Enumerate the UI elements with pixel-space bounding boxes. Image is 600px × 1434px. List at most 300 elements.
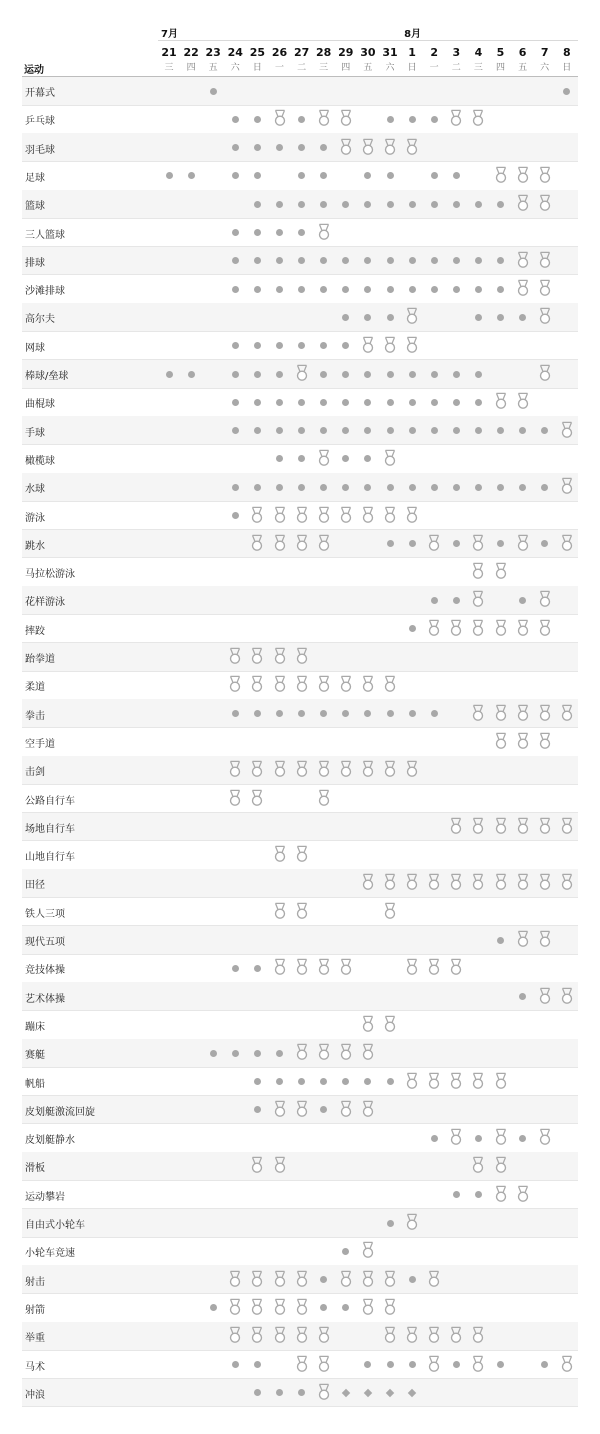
medal-icon[interactable] <box>492 166 510 184</box>
event-dot[interactable] <box>409 625 416 632</box>
medal-icon[interactable] <box>381 1015 399 1033</box>
event-dot[interactable] <box>387 286 394 293</box>
event-dot[interactable] <box>254 286 261 293</box>
event-dot[interactable] <box>232 427 239 434</box>
medal-icon[interactable] <box>492 1185 510 1203</box>
sport-name[interactable]: 皮划艇静水 <box>25 1135 75 1147</box>
medal-icon[interactable] <box>381 902 399 920</box>
event-dot[interactable] <box>210 1050 217 1057</box>
event-dot[interactable] <box>409 399 416 406</box>
event-dot[interactable] <box>232 229 239 236</box>
medal-icon[interactable] <box>359 760 377 778</box>
medal-icon[interactable] <box>514 930 532 948</box>
event-dot[interactable] <box>276 286 283 293</box>
event-dot[interactable] <box>276 399 283 406</box>
medal-icon[interactable] <box>514 732 532 750</box>
event-dot[interactable] <box>387 1361 394 1368</box>
sport-name[interactable]: 自由式小轮车 <box>25 1220 85 1231</box>
medal-icon[interactable] <box>492 1156 510 1174</box>
event-dot[interactable] <box>475 286 482 293</box>
medal-icon[interactable] <box>293 1270 311 1288</box>
sport-name[interactable]: 小轮车竞速 <box>25 1248 75 1260</box>
sport-name[interactable]: 冲浪 <box>25 1389 45 1401</box>
medal-icon[interactable] <box>558 704 576 722</box>
event-dot[interactable] <box>431 257 438 264</box>
medal-icon[interactable] <box>403 873 421 891</box>
medal-icon[interactable] <box>293 1355 311 1373</box>
medal-icon[interactable] <box>315 760 333 778</box>
event-dot[interactable] <box>188 371 195 378</box>
sport-name[interactable]: 羽毛球 <box>25 144 55 156</box>
event-dot[interactable] <box>232 286 239 293</box>
medal-icon[interactable] <box>315 1383 333 1401</box>
medal-icon[interactable] <box>337 506 355 524</box>
medal-icon[interactable] <box>248 1298 266 1316</box>
event-dot[interactable] <box>298 286 305 293</box>
medal-icon[interactable] <box>403 1326 421 1344</box>
sport-name[interactable]: 滑板 <box>25 1163 45 1175</box>
medal-icon[interactable] <box>315 789 333 807</box>
event-dot[interactable] <box>166 172 173 179</box>
sport-name[interactable]: 花样游泳 <box>25 597 65 609</box>
medal-icon[interactable] <box>315 449 333 467</box>
event-dot[interactable] <box>409 710 416 717</box>
event-dot[interactable] <box>453 1361 460 1368</box>
medal-icon[interactable] <box>271 534 289 552</box>
event-dot[interactable] <box>475 371 482 378</box>
medal-icon[interactable] <box>293 506 311 524</box>
event-dot[interactable] <box>320 371 327 378</box>
event-dot[interactable] <box>475 399 482 406</box>
medal-icon[interactable] <box>381 138 399 156</box>
event-dot[interactable] <box>409 540 416 547</box>
event-dot[interactable] <box>320 286 327 293</box>
event-dot[interactable] <box>387 540 394 547</box>
medal-icon[interactable] <box>536 251 554 269</box>
event-dot[interactable] <box>497 201 504 208</box>
event-dot[interactable] <box>232 484 239 491</box>
event-dot[interactable] <box>254 484 261 491</box>
medal-icon[interactable] <box>248 760 266 778</box>
medal-icon[interactable] <box>248 506 266 524</box>
event-dot[interactable] <box>409 427 416 434</box>
medal-icon[interactable] <box>381 873 399 891</box>
medal-icon[interactable] <box>381 675 399 693</box>
event-dot[interactable] <box>409 1361 416 1368</box>
event-dot[interactable] <box>387 371 394 378</box>
medal-icon[interactable] <box>536 704 554 722</box>
medal-icon[interactable] <box>293 902 311 920</box>
medal-icon[interactable] <box>337 1043 355 1061</box>
medal-icon[interactable] <box>381 506 399 524</box>
medal-icon[interactable] <box>271 675 289 693</box>
medal-icon[interactable] <box>514 817 532 835</box>
sport-name[interactable]: 公路自行车 <box>25 795 75 807</box>
event-dot[interactable] <box>453 399 460 406</box>
medal-icon[interactable] <box>447 1072 465 1090</box>
medal-icon[interactable] <box>425 873 443 891</box>
medal-icon[interactable] <box>359 1100 377 1118</box>
medal-icon[interactable] <box>536 166 554 184</box>
medal-icon[interactable] <box>271 1270 289 1288</box>
medal-icon[interactable] <box>315 534 333 552</box>
medal-icon[interactable] <box>226 675 244 693</box>
event-dot[interactable] <box>519 597 526 604</box>
event-dot[interactable] <box>497 286 504 293</box>
event-dot[interactable] <box>519 484 526 491</box>
medal-icon[interactable] <box>337 109 355 127</box>
sport-name[interactable]: 乒乓球 <box>25 116 55 128</box>
medal-icon[interactable] <box>447 817 465 835</box>
medal-icon[interactable] <box>337 760 355 778</box>
medal-icon[interactable] <box>447 1326 465 1344</box>
medal-icon[interactable] <box>514 704 532 722</box>
medal-icon[interactable] <box>492 817 510 835</box>
event-dot[interactable] <box>276 1050 283 1057</box>
medal-icon[interactable] <box>293 647 311 665</box>
medal-icon[interactable] <box>403 1072 421 1090</box>
medal-icon[interactable] <box>492 392 510 410</box>
event-dot[interactable] <box>342 201 349 208</box>
event-dot[interactable] <box>342 371 349 378</box>
sport-name[interactable]: 竞技体操 <box>25 965 65 977</box>
medal-icon[interactable] <box>359 1043 377 1061</box>
event-dot[interactable] <box>431 201 438 208</box>
medal-icon[interactable] <box>558 873 576 891</box>
event-dot[interactable] <box>276 229 283 236</box>
medal-icon[interactable] <box>514 1185 532 1203</box>
event-dot[interactable] <box>232 144 239 151</box>
event-dot[interactable] <box>276 201 283 208</box>
event-dot[interactable] <box>409 116 416 123</box>
medal-icon[interactable] <box>536 194 554 212</box>
medal-icon[interactable] <box>337 1270 355 1288</box>
event-dot[interactable] <box>188 172 195 179</box>
event-dot[interactable] <box>453 1191 460 1198</box>
medal-icon[interactable] <box>315 109 333 127</box>
medal-icon[interactable] <box>403 138 421 156</box>
medal-icon[interactable] <box>381 1298 399 1316</box>
sport-name[interactable]: 击剑 <box>25 767 45 779</box>
medal-icon[interactable] <box>359 506 377 524</box>
event-dot[interactable] <box>497 314 504 321</box>
medal-icon[interactable] <box>293 958 311 976</box>
medal-icon[interactable] <box>514 619 532 637</box>
sport-name[interactable]: 举重 <box>25 1333 45 1345</box>
medal-icon[interactable] <box>536 1128 554 1146</box>
event-dot[interactable] <box>453 597 460 604</box>
medal-icon[interactable] <box>403 307 421 325</box>
medal-icon[interactable] <box>514 166 532 184</box>
medal-icon[interactable] <box>469 534 487 552</box>
event-dot[interactable] <box>475 1135 482 1142</box>
medal-icon[interactable] <box>226 789 244 807</box>
medal-icon[interactable] <box>536 732 554 750</box>
medal-icon[interactable] <box>403 1213 421 1231</box>
event-dot[interactable] <box>254 1078 261 1085</box>
event-dot[interactable] <box>431 1135 438 1142</box>
medal-icon[interactable] <box>337 138 355 156</box>
medal-icon[interactable] <box>558 817 576 835</box>
medal-icon[interactable] <box>514 392 532 410</box>
medal-icon[interactable] <box>425 958 443 976</box>
sport-name[interactable]: 马术 <box>25 1361 45 1373</box>
medal-icon[interactable] <box>359 1241 377 1259</box>
event-dot[interactable] <box>298 201 305 208</box>
event-dot[interactable] <box>431 116 438 123</box>
medal-icon[interactable] <box>337 958 355 976</box>
medal-icon[interactable] <box>425 1072 443 1090</box>
event-dot[interactable] <box>276 1078 283 1085</box>
sport-name[interactable]: 运动攀岩 <box>25 1191 65 1203</box>
medal-icon[interactable] <box>469 109 487 127</box>
medal-icon[interactable] <box>403 760 421 778</box>
medal-icon[interactable] <box>469 1326 487 1344</box>
sport-name[interactable]: 赛艇 <box>25 1050 45 1062</box>
event-dot[interactable] <box>254 201 261 208</box>
medal-icon[interactable] <box>469 1355 487 1373</box>
medal-icon[interactable] <box>469 817 487 835</box>
event-dot[interactable] <box>254 1050 261 1057</box>
medal-icon[interactable] <box>271 506 289 524</box>
medal-icon[interactable] <box>536 873 554 891</box>
medal-icon[interactable] <box>271 1100 289 1118</box>
medal-icon[interactable] <box>403 336 421 354</box>
event-dot[interactable] <box>387 1078 394 1085</box>
medal-icon[interactable] <box>536 817 554 835</box>
event-dot[interactable] <box>431 371 438 378</box>
event-dot[interactable] <box>276 371 283 378</box>
sport-name[interactable]: 篮球 <box>25 201 45 213</box>
event-dot[interactable] <box>232 399 239 406</box>
event-dot[interactable] <box>387 1220 394 1227</box>
event-dot[interactable] <box>387 314 394 321</box>
medal-icon[interactable] <box>226 1326 244 1344</box>
sport-name[interactable]: 山地自行车 <box>25 852 75 864</box>
medal-icon[interactable] <box>447 619 465 637</box>
event-dot[interactable] <box>387 172 394 179</box>
medal-icon[interactable] <box>447 958 465 976</box>
medal-icon[interactable] <box>492 873 510 891</box>
event-dot[interactable] <box>298 484 305 491</box>
medal-icon[interactable] <box>226 647 244 665</box>
medal-icon[interactable] <box>469 619 487 637</box>
event-dot[interactable] <box>210 88 217 95</box>
event-dot[interactable] <box>364 286 371 293</box>
medal-icon[interactable] <box>359 138 377 156</box>
medal-icon[interactable] <box>381 449 399 467</box>
medal-icon[interactable] <box>248 675 266 693</box>
medal-icon[interactable] <box>536 279 554 297</box>
medal-icon[interactable] <box>226 1270 244 1288</box>
medal-icon[interactable] <box>359 336 377 354</box>
medal-icon[interactable] <box>315 958 333 976</box>
medal-icon[interactable] <box>271 902 289 920</box>
medal-icon[interactable] <box>536 307 554 325</box>
medal-icon[interactable] <box>315 1355 333 1373</box>
event-dot[interactable] <box>254 965 261 972</box>
event-dot[interactable] <box>254 710 261 717</box>
medal-icon[interactable] <box>315 223 333 241</box>
medal-icon[interactable] <box>536 364 554 382</box>
medal-icon[interactable] <box>381 760 399 778</box>
medal-icon[interactable] <box>315 675 333 693</box>
medal-icon[interactable] <box>469 1156 487 1174</box>
medal-icon[interactable] <box>469 590 487 608</box>
medal-icon[interactable] <box>425 534 443 552</box>
medal-icon[interactable] <box>447 109 465 127</box>
event-dot[interactable] <box>453 371 460 378</box>
event-dot[interactable] <box>453 286 460 293</box>
sport-name[interactable]: 排球 <box>25 257 45 269</box>
event-dot[interactable] <box>497 1361 504 1368</box>
sport-name[interactable]: 跳水 <box>25 540 45 552</box>
sport-name[interactable]: 三人篮球 <box>25 229 65 241</box>
medal-icon[interactable] <box>381 336 399 354</box>
sport-name[interactable]: 高尔夫 <box>25 314 55 326</box>
medal-icon[interactable] <box>248 1156 266 1174</box>
sport-name[interactable]: 曲棍球 <box>25 399 55 411</box>
medal-icon[interactable] <box>514 194 532 212</box>
medal-icon[interactable] <box>381 1270 399 1288</box>
medal-icon[interactable] <box>226 760 244 778</box>
medal-icon[interactable] <box>469 873 487 891</box>
medal-icon[interactable] <box>536 619 554 637</box>
medal-icon[interactable] <box>492 732 510 750</box>
medal-icon[interactable] <box>514 534 532 552</box>
sport-name[interactable]: 帆船 <box>25 1078 45 1090</box>
event-dot[interactable] <box>232 965 239 972</box>
medal-icon[interactable] <box>558 421 576 439</box>
medal-icon[interactable] <box>293 1326 311 1344</box>
event-dot[interactable] <box>497 484 504 491</box>
medal-icon[interactable] <box>425 619 443 637</box>
event-dot[interactable] <box>431 399 438 406</box>
sport-name[interactable]: 皮划艇激流回旋 <box>25 1106 95 1118</box>
event-dot[interactable] <box>475 201 482 208</box>
sport-name[interactable]: 跆拳道 <box>25 654 55 665</box>
event-dot[interactable] <box>342 484 349 491</box>
medal-icon[interactable] <box>315 1326 333 1344</box>
event-dot[interactable] <box>431 427 438 434</box>
medal-icon[interactable] <box>271 1326 289 1344</box>
sport-name[interactable]: 足球 <box>25 172 45 184</box>
event-dot[interactable] <box>453 427 460 434</box>
event-dot[interactable] <box>387 116 394 123</box>
event-dot[interactable] <box>409 1276 416 1283</box>
event-dot[interactable] <box>475 484 482 491</box>
event-dot[interactable] <box>232 342 239 349</box>
medal-icon[interactable] <box>536 930 554 948</box>
medal-icon[interactable] <box>403 506 421 524</box>
sport-name[interactable]: 手球 <box>25 427 45 439</box>
event-dot[interactable] <box>232 1050 239 1057</box>
medal-icon[interactable] <box>271 845 289 863</box>
medal-icon[interactable] <box>248 789 266 807</box>
event-dot[interactable] <box>166 371 173 378</box>
medal-icon[interactable] <box>337 1100 355 1118</box>
sport-name[interactable]: 蹦床 <box>25 1021 45 1033</box>
sport-name[interactable]: 马拉松游泳 <box>25 569 75 581</box>
sport-name[interactable]: 网球 <box>25 342 45 354</box>
event-dot[interactable] <box>431 597 438 604</box>
medal-icon[interactable] <box>293 534 311 552</box>
event-dot[interactable] <box>519 1135 526 1142</box>
medal-icon[interactable] <box>271 1156 289 1174</box>
medal-icon[interactable] <box>248 1270 266 1288</box>
medal-icon[interactable] <box>514 279 532 297</box>
medal-icon[interactable] <box>558 477 576 495</box>
event-dot[interactable] <box>342 286 349 293</box>
medal-icon[interactable] <box>315 506 333 524</box>
event-dot[interactable] <box>497 937 504 944</box>
medal-icon[interactable] <box>248 647 266 665</box>
event-dot[interactable] <box>409 257 416 264</box>
medal-icon[interactable] <box>248 534 266 552</box>
sport-name[interactable]: 棒球/垒球 <box>25 371 69 382</box>
event-dot[interactable] <box>409 484 416 491</box>
sport-name[interactable]: 现代五项 <box>25 937 65 948</box>
event-dot[interactable] <box>254 371 261 378</box>
medal-icon[interactable] <box>359 873 377 891</box>
sport-name[interactable]: 开幕式 <box>25 88 55 99</box>
medal-icon[interactable] <box>492 1072 510 1090</box>
event-dot[interactable] <box>387 201 394 208</box>
medal-icon[interactable] <box>425 1326 443 1344</box>
medal-icon[interactable] <box>514 251 532 269</box>
sport-name[interactable]: 游泳 <box>25 512 45 524</box>
sport-name[interactable]: 田径 <box>25 880 45 892</box>
sport-name[interactable]: 铁人三项 <box>25 908 65 920</box>
medal-icon[interactable] <box>492 1128 510 1146</box>
medal-icon[interactable] <box>425 1355 443 1373</box>
medal-icon[interactable] <box>469 562 487 580</box>
event-dot[interactable] <box>475 427 482 434</box>
event-dot[interactable] <box>409 201 416 208</box>
event-dot[interactable] <box>563 88 570 95</box>
medal-icon[interactable] <box>558 534 576 552</box>
event-dot[interactable] <box>387 710 394 717</box>
event-dot[interactable] <box>254 427 261 434</box>
medal-icon[interactable] <box>293 675 311 693</box>
event-dot[interactable] <box>320 201 327 208</box>
event-dot[interactable] <box>364 371 371 378</box>
medal-icon[interactable] <box>469 704 487 722</box>
event-dot[interactable] <box>409 371 416 378</box>
sport-name[interactable]: 水球 <box>25 484 45 496</box>
sport-name[interactable]: 摔跤 <box>25 625 45 637</box>
event-dot[interactable] <box>254 1361 261 1368</box>
event-dot[interactable] <box>232 710 239 717</box>
event-dot[interactable] <box>276 484 283 491</box>
sport-name[interactable]: 射击 <box>25 1276 45 1288</box>
medal-icon[interactable] <box>536 987 554 1005</box>
medal-icon[interactable] <box>271 958 289 976</box>
event-dot[interactable] <box>431 710 438 717</box>
event-dot[interactable] <box>232 512 239 519</box>
medal-icon[interactable] <box>381 1326 399 1344</box>
event-dot[interactable] <box>431 484 438 491</box>
sport-name[interactable]: 柔道 <box>25 682 45 694</box>
event-dot[interactable] <box>298 116 305 123</box>
medal-icon[interactable] <box>359 1270 377 1288</box>
medal-icon[interactable] <box>359 1298 377 1316</box>
medal-icon[interactable] <box>337 675 355 693</box>
event-dot[interactable] <box>453 201 460 208</box>
medal-icon[interactable] <box>271 760 289 778</box>
medal-icon[interactable] <box>226 1298 244 1316</box>
medal-icon[interactable] <box>293 1100 311 1118</box>
